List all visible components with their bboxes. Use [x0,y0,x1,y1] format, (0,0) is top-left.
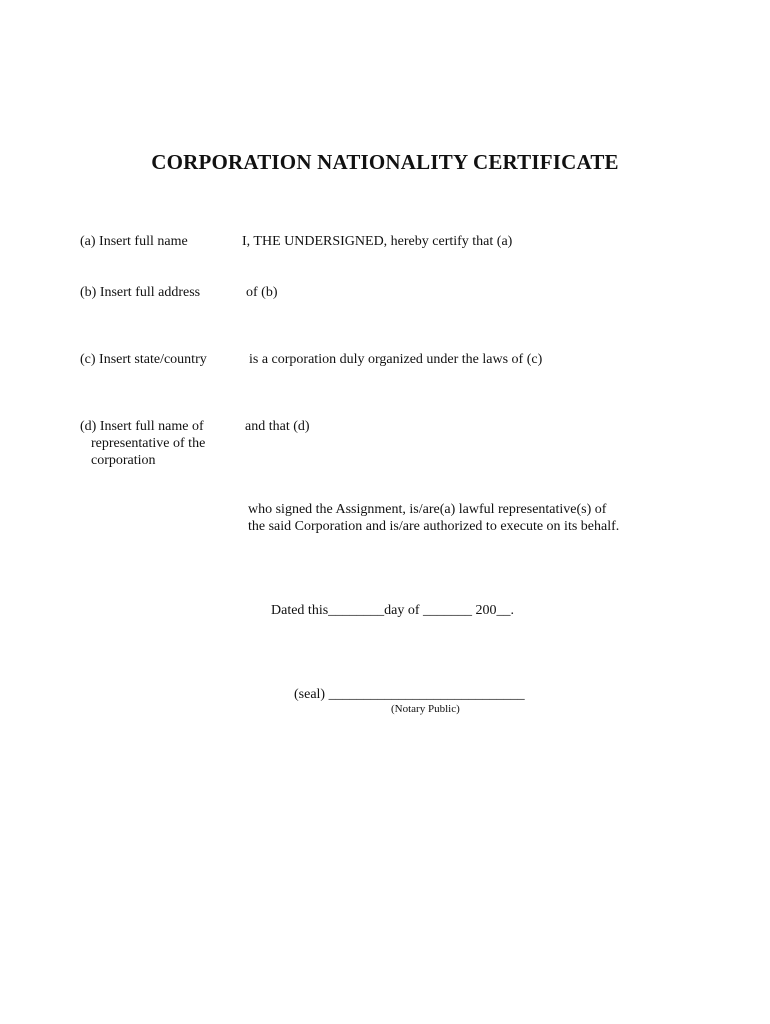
authorization-paragraph-line2: the said Corporation and is/are authorized to execute on its behalf. [248,519,620,534]
margin-note-d-line2: representative of the [91,436,206,451]
authorization-paragraph-line1: who signed the Assignment, is/are(a) lawful representative(s) of [248,502,607,517]
margin-note-d-line3: corporation [91,453,156,468]
margin-note-b: (b) Insert full address [80,285,201,300]
margin-note-a: (a) Insert full name [80,234,188,249]
certify-line: I, THE UNDERSIGNED, hereby certify that (a) [242,234,513,249]
notary-public-caption: (Notary Public) [391,703,460,715]
organized-line: is a corporation duly organized under the laws of (c) [249,352,543,367]
dated-line: Dated this________day of _______ 200__. [271,603,515,618]
representative-line: and that (d) [245,419,310,434]
address-line: of (b) [246,285,278,300]
seal-signature-line: (seal) ____________________________ [294,687,525,702]
margin-note-c: (c) Insert state/country [80,352,207,367]
document-title: CORPORATION NATIONALITY CERTIFICATE [151,150,619,174]
margin-note-d-line1: (d) Insert full name of [80,419,204,434]
